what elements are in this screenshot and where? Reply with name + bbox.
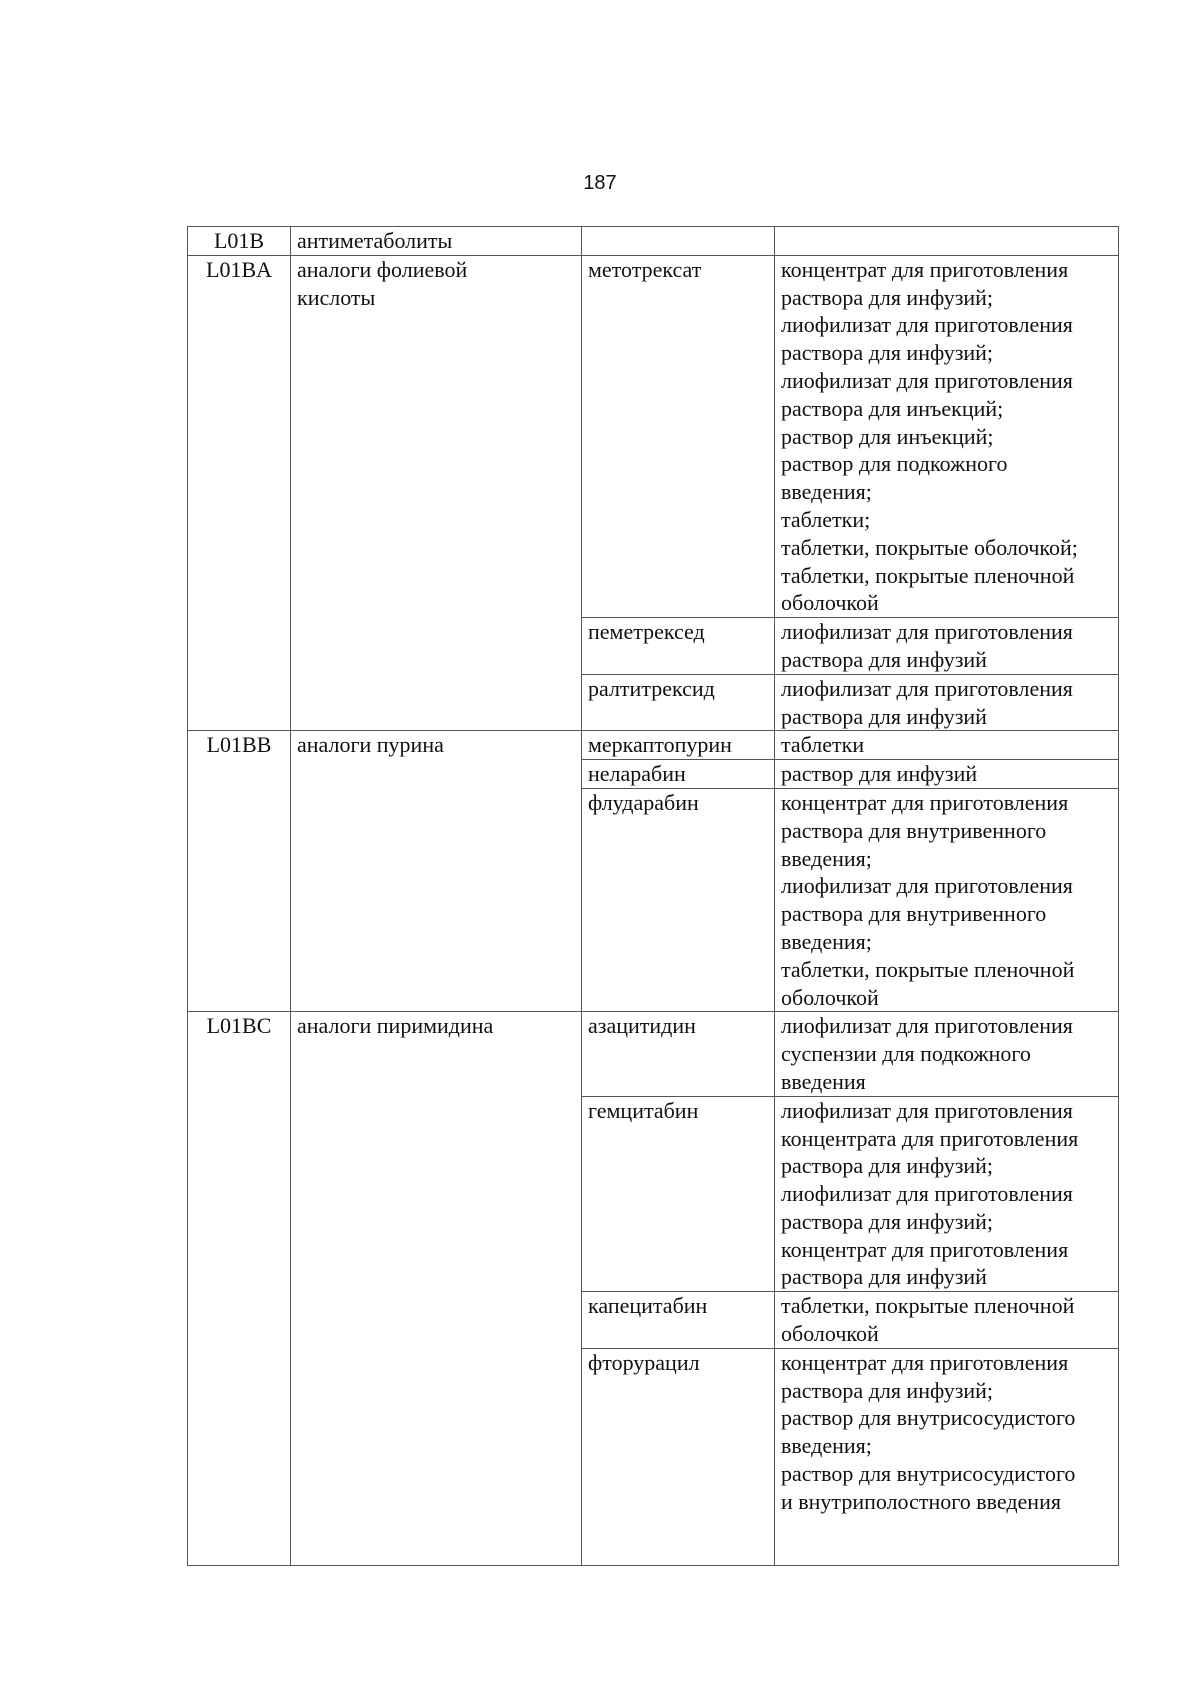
drug-name-cell: пеметрексед xyxy=(582,618,775,675)
drug-name-cell: гемцитабин xyxy=(582,1096,775,1292)
dosage-form-cell: лиофилизат для приготовления суспензии для подкожного введения xyxy=(775,1012,1119,1096)
group-cell: аналоги пиримидина xyxy=(291,1012,582,1566)
dosage-form-cell: концентрат для приготовления раствора для инфузий; лиофилизат для приготовления раствора для инфузий; лиофилизат для приготовления раствора для инъекций; раствор для инъекций; раствор для подкожного введения; таблетки; таблетки, покрытые оболочкой; таблетки, покрытые пленочной оболочкой xyxy=(775,255,1119,617)
page-number: 187 xyxy=(583,172,617,194)
dosage-form-cell: раствор для инфузий xyxy=(775,760,1119,789)
drug-name-cell: ралтитрексид xyxy=(582,674,775,731)
drug-name-cell: фторурацил xyxy=(582,1348,775,1565)
atc-code-cell: L01BC xyxy=(188,1012,291,1566)
table-row xyxy=(188,1012,1119,1096)
table-row xyxy=(188,731,1119,760)
drug-name-cell: неларабин xyxy=(582,760,775,789)
drug-name-cell: капецитабин xyxy=(582,1292,775,1349)
atc-code-cell: L01BB xyxy=(188,731,291,1012)
group-cell: аналоги пурина xyxy=(291,731,582,1012)
drug-name-cell: меркаптопурин xyxy=(582,731,775,760)
group-cell: аналоги фолиевой кислоты xyxy=(291,255,582,731)
drug-name-cell: азацитидин xyxy=(582,1012,775,1096)
dosage-form-cell: таблетки xyxy=(775,731,1119,760)
dosage-form-cell: лиофилизат для приготовления раствора для инфузий xyxy=(775,618,1119,675)
dosage-form-cell: концентрат для приготовления раствора для инфузий; раствор для внутрисосудистого введения; раствор для внутрисосудистого и внутриполостного введения xyxy=(775,1348,1119,1565)
drug-table xyxy=(187,226,1119,1566)
dosage-form-cell: лиофилизат для приготовления раствора для инфузий xyxy=(775,674,1119,731)
dosage-form-cell xyxy=(775,227,1119,256)
group-cell: антиметаболиты xyxy=(291,227,582,256)
dosage-form-cell: лиофилизат для приготовления концентрата для приготовления раствора для инфузий; лиофилизат для приготовления раствора для инфузий; концентрат для приготовления раствора для инфузий xyxy=(775,1096,1119,1292)
table-row xyxy=(188,227,1119,256)
atc-code-cell: L01B xyxy=(188,227,291,256)
drug-name-cell: метотрексат xyxy=(582,255,775,617)
drug-name-cell xyxy=(582,227,775,256)
dosage-form-cell: концентрат для приготовления раствора для внутривенного введения; лиофилизат для приготовления раствора для внутривенного введения; таблетки, покрытые пленочной оболочкой xyxy=(775,788,1119,1011)
dosage-form-cell: таблетки, покрытые пленочной оболочкой xyxy=(775,1292,1119,1349)
atc-code-cell: L01BA xyxy=(188,255,291,731)
table-row xyxy=(188,255,1119,617)
drug-name-cell: флударабин xyxy=(582,788,775,1011)
